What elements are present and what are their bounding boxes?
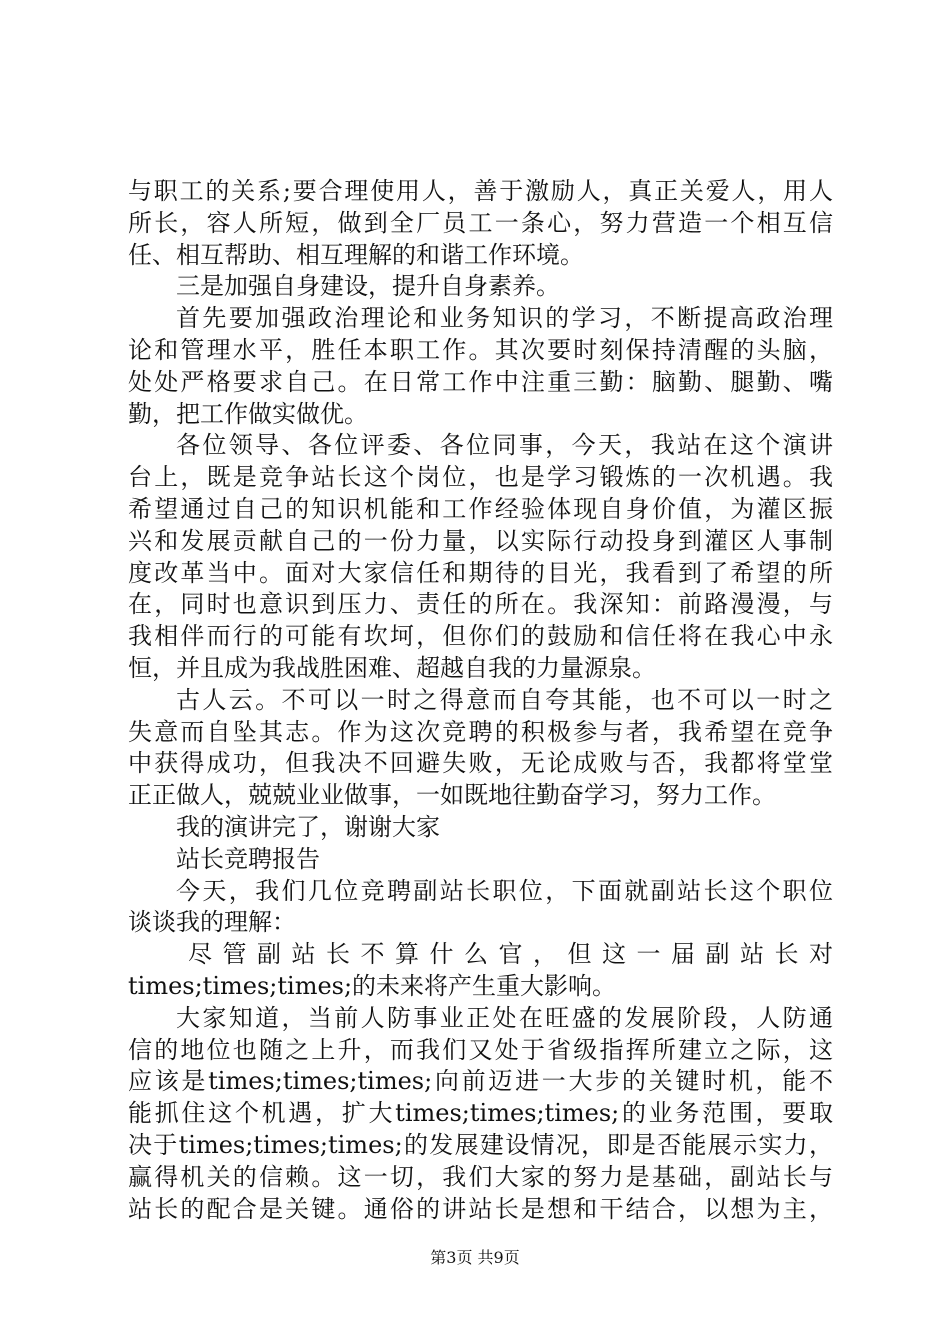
text-line: 正正做人，兢兢业业做事，一如既地往勤奋学习，努力工作。 xyxy=(128,781,776,810)
text-line: 首先要加强政治理论和业务知识的学习，不断提高政治理 xyxy=(176,304,833,333)
text-line: 尽管副站长不算什么官，但这一届副站长对 xyxy=(188,940,833,969)
text-line: 三是加强自身建设，提升自身素养。 xyxy=(176,272,560,301)
section-title: 站长竞聘报告 xyxy=(176,844,320,873)
text-line: 兴和发展贡献自己的一份力量，以实际行动投身到灌区人事制 xyxy=(128,526,833,555)
text-line: 在，同时也意识到压力、责任的所在。我深知：前路漫漫，与 xyxy=(128,590,833,619)
text-line: 所长，容人所短，做到全厂员工一条心，努力营造一个相互信 xyxy=(128,208,833,237)
text-line: 大家知道，当前人防事业正处在旺盛的发展阶段，人防通 xyxy=(176,1003,833,1032)
text-line: 能抓住这个机遇，扩大times;times;times;的业务范围，要取 xyxy=(128,1099,833,1128)
text-line: 处处严格要求自己。在日常工作中注重三勤：脑勤、腿勤、嘴 xyxy=(128,367,833,396)
text-line: 度改革当中。面对大家信任和期待的目光，我看到了希望的所 xyxy=(128,558,833,587)
text-line: 决于times;times;times;的发展建设情况，即是否能展示实力， xyxy=(128,1130,833,1159)
text-line: 任、相互帮助、相互理解的和谐工作环境。 xyxy=(128,240,584,269)
text-line: 谈谈我的理解： xyxy=(128,908,296,937)
text-line: 信的地位也随之上升，而我们又处于省级指挥所建立之际，这 xyxy=(128,1035,833,1064)
text-line: 台上，既是竞争站长这个岗位，也是学习锻炼的一次机遇。我 xyxy=(128,463,833,492)
text-line: 各位领导、各位评委、各位同事，今天，我站在这个演讲 xyxy=(176,431,833,460)
body-text xyxy=(128,176,833,1225)
text-line: 赢得机关的信赖。这一切，我们大家的努力是基础，副站长与 xyxy=(128,1162,833,1191)
text-line: 中获得成功，但我决不回避失败，无论成败与否，我都将堂堂 xyxy=(128,749,833,778)
text-line: 我的演讲完了，谢谢大家 xyxy=(176,812,440,841)
text-line: 古人云。不可以一时之得意而自夸其能，也不可以一时之 xyxy=(176,685,833,714)
text-line: 与职工的关系;要合理使用人，善于激励人，真正关爱人，用人 xyxy=(128,177,833,205)
text-line: 应该是times;times;times;向前迈进一大步的关键时机，能不 xyxy=(128,1067,833,1096)
text-line: 勤，把工作做实做优。 xyxy=(128,399,368,428)
text-line: 希望通过自己的知识机能和工作经验体现自身价值，为灌区振 xyxy=(128,494,833,523)
text-line: 今天，我们几位竞聘副站长职位，下面就副站长这个职位 xyxy=(176,876,833,905)
text-line: 论和管理水平，胜任本职工作。其次要时刻保持清醒的头脑， xyxy=(128,335,833,364)
page-number-footer: 第3页 共9页 xyxy=(430,1248,520,1267)
text-line: 失意而自坠其志。作为这次竞聘的积极参与者，我希望在竞争 xyxy=(128,717,833,746)
text-line: 恒，并且成为我战胜困难、超越自我的力量源泉。 xyxy=(128,653,656,682)
text-line: 站长的配合是关键。通俗的讲站长是想和干结合，以想为主， xyxy=(128,1194,833,1223)
text-line: times;times;times;的未来将产生重大影响。 xyxy=(128,971,617,1000)
text-line: 我相伴而行的可能有坎坷，但你们的鼓励和信任将在我心中永 xyxy=(128,622,833,651)
